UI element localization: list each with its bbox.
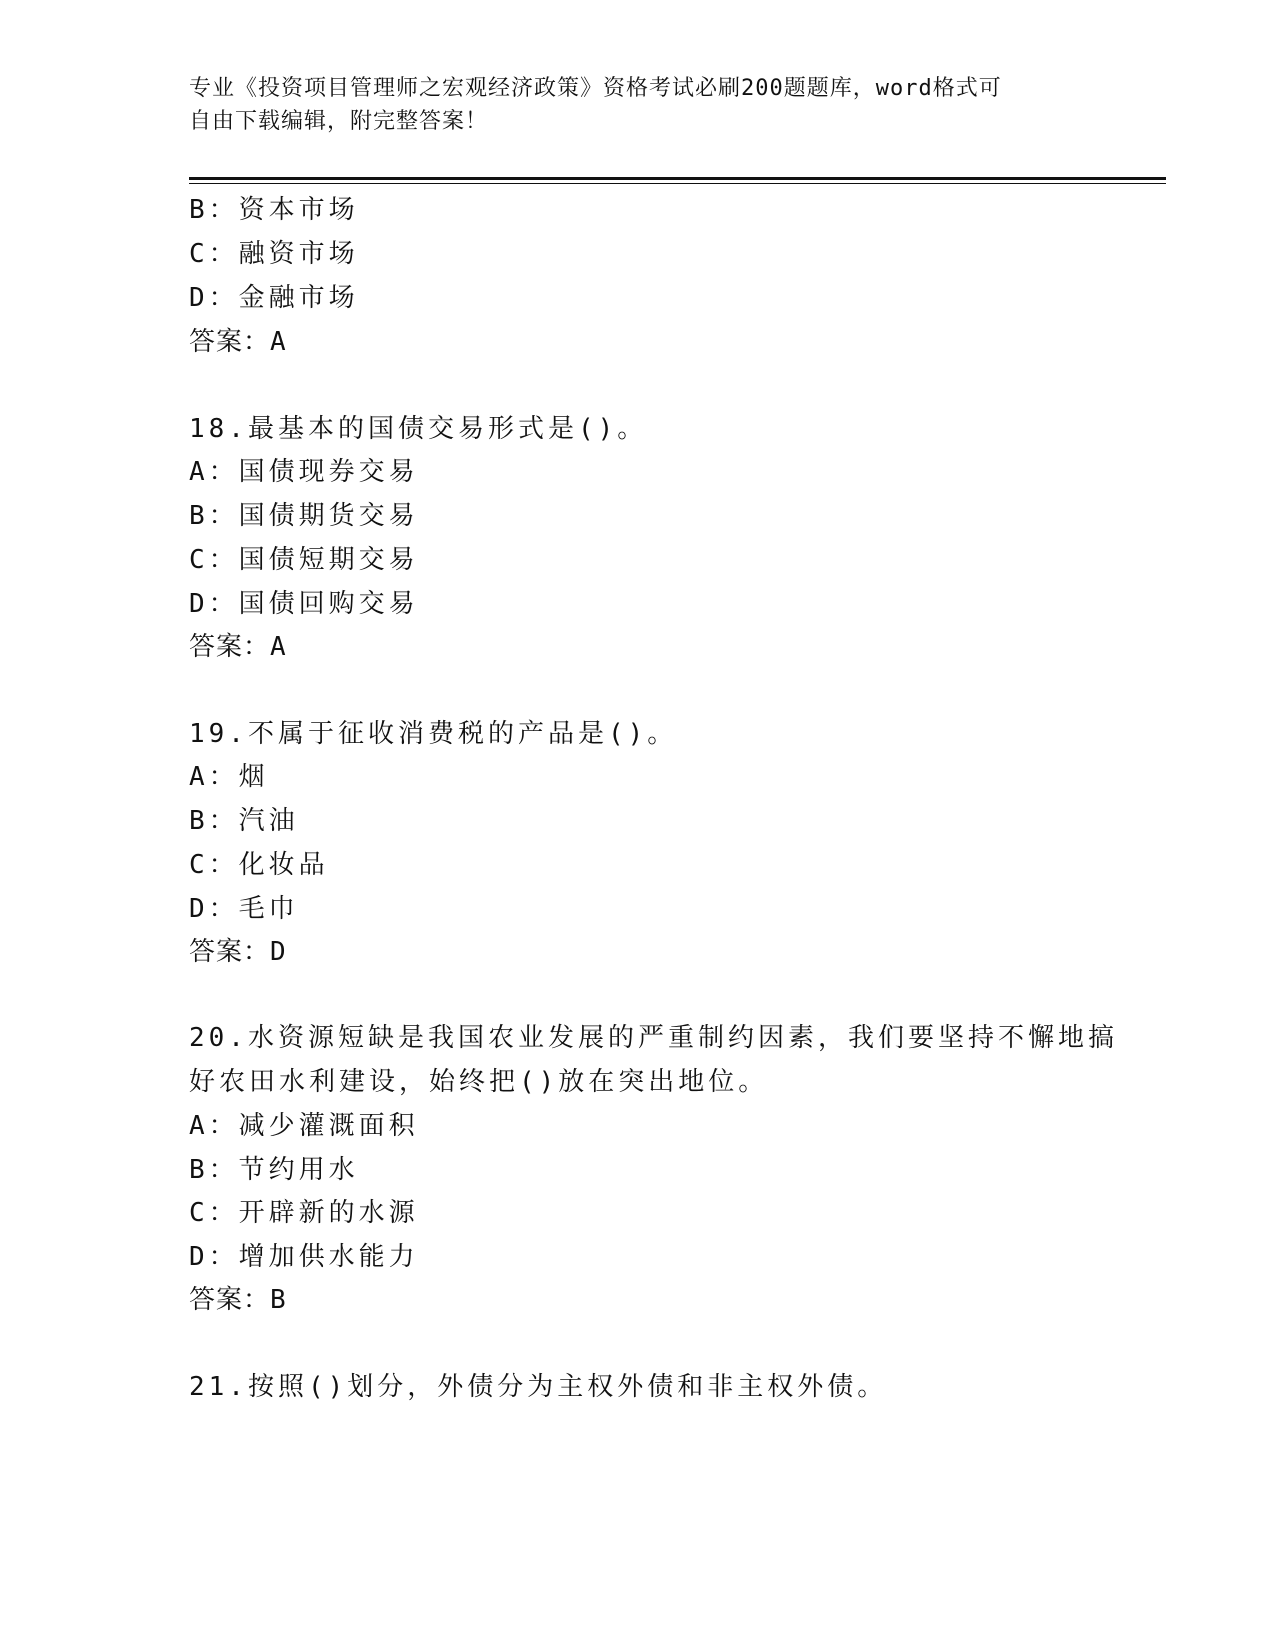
q19-answer: 答案：D	[189, 937, 287, 967]
q18-option-a: A：国债现券交易	[189, 457, 419, 487]
q19-question: 19.不属于征收消费税的产品是()。	[189, 719, 678, 749]
q19-option-a: A：烟	[189, 762, 269, 792]
q19-option-d: D：毛巾	[189, 894, 299, 924]
q18-option-c: C：国债短期交易	[189, 545, 419, 575]
header-title-line-1: 专业《投资项目管理师之宏观经济政策》资格考试必刷200题题库，word格式可	[189, 76, 1002, 101]
q17-option-c: C：融资市场	[189, 239, 359, 269]
q20-question-line-2: 好农田水利建设，始终把()放在突出地位。	[189, 1067, 769, 1097]
q20-question-line-1: 20.水资源短缺是我国农业发展的严重制约因素，我们要坚持不懈地搞	[189, 1023, 1118, 1053]
header-divider-thin	[189, 183, 1166, 184]
q21-question: 21.按照()划分，外债分为主权外债和非主权外债。	[189, 1372, 888, 1402]
q20-answer: 答案：B	[189, 1285, 287, 1315]
q20-option-d: D：增加供水能力	[189, 1242, 419, 1272]
document-header	[189, 72, 1089, 138]
q18-option-d: D：国债回购交易	[189, 589, 419, 619]
q17-answer: 答案：A	[189, 327, 287, 357]
q19-option-b: B：汽油	[189, 806, 299, 836]
q20-option-a: A：减少灌溉面积	[189, 1111, 419, 1141]
q18-answer: 答案：A	[189, 632, 287, 662]
q17-option-d: D：金融市场	[189, 283, 359, 313]
q19-option-c: C：化妆品	[189, 850, 329, 880]
q17-option-b: B：资本市场	[189, 195, 359, 225]
q18-question: 18.最基本的国债交易形式是()。	[189, 414, 648, 444]
q20-option-c: C：开辟新的水源	[189, 1198, 419, 1228]
header-title-line-2: 自由下载编辑，附完整答案！	[189, 109, 489, 134]
q18-option-b: B：国债期货交易	[189, 501, 419, 531]
q20-option-b: B：节约用水	[189, 1155, 359, 1185]
header-divider-thick	[189, 177, 1166, 180]
